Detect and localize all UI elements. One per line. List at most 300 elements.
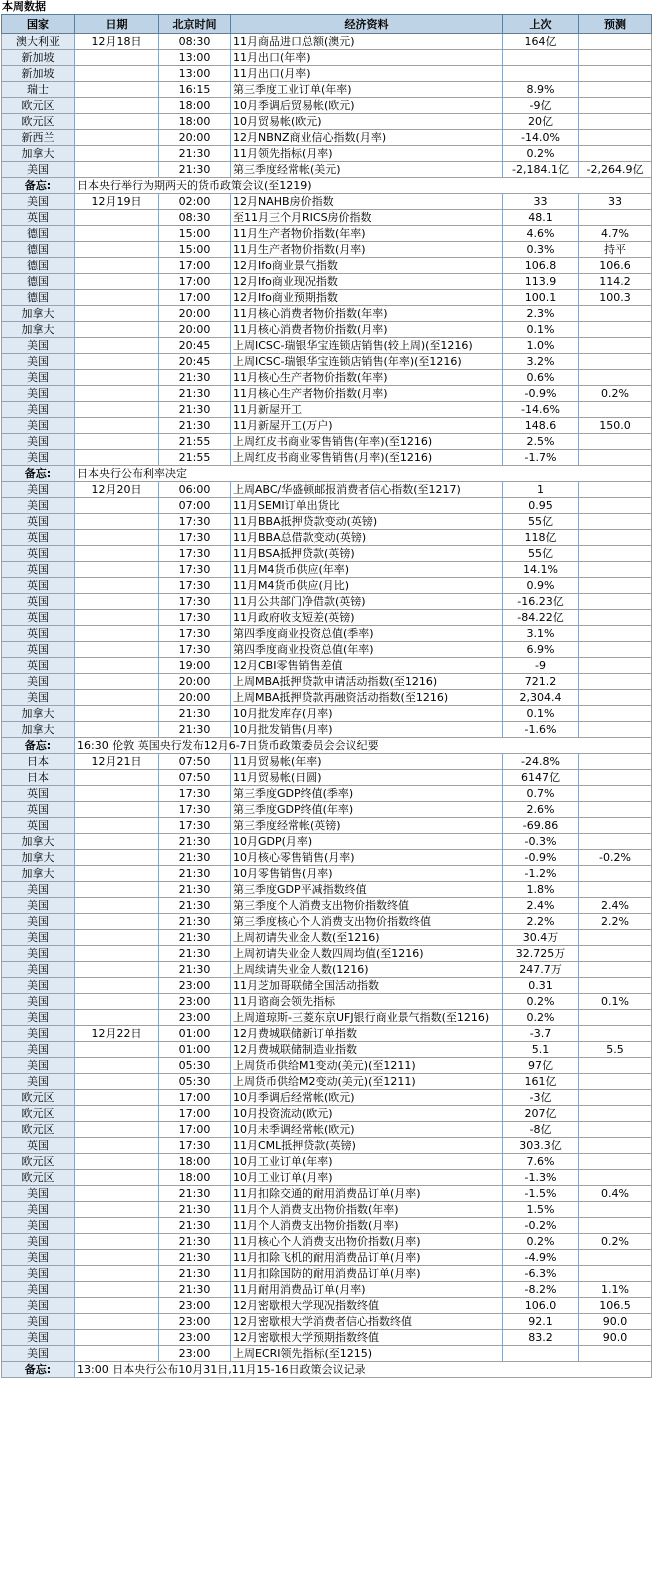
cell-forecast — [579, 754, 652, 770]
cell-item: 10月投资流动(欧元) — [231, 1106, 503, 1122]
cell-country: 英国 — [2, 626, 75, 642]
cell-forecast — [579, 1266, 652, 1282]
cell-date — [75, 1170, 159, 1186]
cell-previous: 33 — [503, 194, 579, 210]
table-row — [2, 658, 652, 674]
table-row — [2, 674, 652, 690]
cell-previous: -1.6% — [503, 722, 579, 738]
cell-date — [75, 594, 159, 610]
cell-time: 07:50 — [159, 754, 231, 770]
table-row — [2, 1058, 652, 1074]
cell-previous: 1.0% — [503, 338, 579, 354]
cell-previous: 148.6 — [503, 418, 579, 434]
cell-item: 12月NBNZ商业信心指数(月率) — [231, 130, 503, 146]
cell-previous: 83.2 — [503, 1330, 579, 1346]
cell-time: 17:30 — [159, 546, 231, 562]
cell-forecast — [579, 882, 652, 898]
cell-forecast — [579, 1106, 652, 1122]
cell-country: 德国 — [2, 274, 75, 290]
cell-previous: 0.95 — [503, 498, 579, 514]
cell-country: 美国 — [2, 434, 75, 450]
cell-country: 美国 — [2, 498, 75, 514]
cell-forecast — [579, 130, 652, 146]
cell-date — [75, 1106, 159, 1122]
cell-item: 11月BSA抵押贷款(英镑) — [231, 546, 503, 562]
cell-item: 第三季度GDP终值(季率) — [231, 786, 503, 802]
cell-previous: -0.9% — [503, 850, 579, 866]
cell-item: 上周ECRI领先指标(至1215) — [231, 1346, 503, 1362]
cell-item: 11月商品进口总额(澳元) — [231, 34, 503, 50]
memo-text: 16:30 伦敦 英国央行发布12月6-7日货币政策委员会会议纪要 — [75, 738, 652, 754]
cell-previous: -0.9% — [503, 386, 579, 402]
cell-country: 美国 — [2, 402, 75, 418]
cell-country: 英国 — [2, 1138, 75, 1154]
cell-item: 第三季度核心个人消费支出物价指数终值 — [231, 914, 503, 930]
cell-item: 10月GDP(月率) — [231, 834, 503, 850]
cell-time: 21:30 — [159, 386, 231, 402]
cell-item: 11月SEMI订单出货比 — [231, 498, 503, 514]
cell-country: 英国 — [2, 818, 75, 834]
cell-item: 12月Ifo商业景气指数 — [231, 258, 503, 274]
cell-time: 23:00 — [159, 1314, 231, 1330]
cell-date — [75, 370, 159, 386]
cell-item: 11月M4货币供应(月比) — [231, 578, 503, 594]
cell-country: 美国 — [2, 946, 75, 962]
table-row — [2, 1202, 652, 1218]
cell-country: 美国 — [2, 962, 75, 978]
cell-forecast — [579, 1250, 652, 1266]
cell-item: 第三季度GDP终值(年率) — [231, 802, 503, 818]
cell-time: 20:00 — [159, 130, 231, 146]
cell-time: 21:30 — [159, 850, 231, 866]
cell-country: 美国 — [2, 690, 75, 706]
table-row — [2, 434, 652, 450]
cell-time: 21:30 — [159, 882, 231, 898]
cell-forecast — [579, 66, 652, 82]
cell-date — [75, 722, 159, 738]
cell-time: 21:30 — [159, 1282, 231, 1298]
cell-date — [75, 962, 159, 978]
cell-date — [75, 1202, 159, 1218]
economic-calendar-table — [1, 14, 652, 1378]
cell-forecast: -2,264.9亿 — [579, 162, 652, 178]
cell-previous: 55亿 — [503, 546, 579, 562]
cell-date — [75, 546, 159, 562]
cell-date: 12月18日 — [75, 34, 159, 50]
table-row — [2, 306, 652, 322]
cell-country: 英国 — [2, 642, 75, 658]
cell-time: 21:30 — [159, 930, 231, 946]
cell-item: 11月谘商会领先指标 — [231, 994, 503, 1010]
table-row — [2, 482, 652, 498]
cell-country: 新加坡 — [2, 50, 75, 66]
cell-item: 第三季度GDP平减指数终值 — [231, 882, 503, 898]
cell-previous: 207亿 — [503, 1106, 579, 1122]
cell-forecast — [579, 338, 652, 354]
cell-date — [75, 706, 159, 722]
table-row — [2, 578, 652, 594]
cell-date — [75, 1138, 159, 1154]
table-row — [2, 1266, 652, 1282]
cell-time: 21:30 — [159, 1186, 231, 1202]
table-row — [2, 258, 652, 274]
cell-time: 23:00 — [159, 1010, 231, 1026]
cell-time: 21:30 — [159, 1266, 231, 1282]
cell-item: 上周道琼斯-三菱东京UFJ银行商业景气指数(至1216) — [231, 1010, 503, 1026]
table-row — [2, 1074, 652, 1090]
cell-time: 21:30 — [159, 1234, 231, 1250]
cell-item: 11月扣除交通的耐用消费品订单(月率) — [231, 1186, 503, 1202]
cell-country: 美国 — [2, 1330, 75, 1346]
cell-time: 13:00 — [159, 50, 231, 66]
cell-previous: -16.23亿 — [503, 594, 579, 610]
cell-item: 12月费城联储新订单指数 — [231, 1026, 503, 1042]
cell-time: 21:30 — [159, 1250, 231, 1266]
cell-forecast: 0.1% — [579, 994, 652, 1010]
cell-previous: 1.5% — [503, 1202, 579, 1218]
cell-forecast: 33 — [579, 194, 652, 210]
cell-country: 加拿大 — [2, 866, 75, 882]
cell-country: 美国 — [2, 994, 75, 1010]
cell-date — [75, 146, 159, 162]
cell-previous: -9亿 — [503, 98, 579, 114]
cell-time: 08:30 — [159, 210, 231, 226]
cell-previous: 0.3% — [503, 242, 579, 258]
cell-time: 17:00 — [159, 274, 231, 290]
table-row — [2, 1106, 652, 1122]
cell-forecast: 114.2 — [579, 274, 652, 290]
cell-item: 12月CBI零售销售差值 — [231, 658, 503, 674]
cell-item: 12月Ifo商业预期指数 — [231, 290, 503, 306]
cell-time: 23:00 — [159, 1298, 231, 1314]
cell-forecast — [579, 306, 652, 322]
cell-item: 12月密歇根大学预期指数终值 — [231, 1330, 503, 1346]
cell-previous: 20亿 — [503, 114, 579, 130]
cell-item: 11月生产者物价指数(月率) — [231, 242, 503, 258]
cell-date — [75, 530, 159, 546]
cell-date — [75, 306, 159, 322]
cell-date — [75, 1282, 159, 1298]
cell-forecast — [579, 690, 652, 706]
cell-date — [75, 610, 159, 626]
cell-forecast — [579, 658, 652, 674]
cell-country: 新加坡 — [2, 66, 75, 82]
cell-country: 瑞士 — [2, 82, 75, 98]
cell-forecast — [579, 834, 652, 850]
cell-previous: 1.8% — [503, 882, 579, 898]
table-row — [2, 338, 652, 354]
cell-previous: -1.7% — [503, 450, 579, 466]
cell-country: 日本 — [2, 754, 75, 770]
table-row — [2, 626, 652, 642]
table-row — [2, 1346, 652, 1362]
cell-time: 17:00 — [159, 1122, 231, 1138]
cell-previous: 106.0 — [503, 1298, 579, 1314]
cell-forecast — [579, 82, 652, 98]
cell-forecast — [579, 770, 652, 786]
cell-time: 23:00 — [159, 994, 231, 1010]
cell-item: 11月CML抵押贷款(英镑) — [231, 1138, 503, 1154]
cell-time: 21:30 — [159, 914, 231, 930]
cell-item: 第三季度工业订单(年率) — [231, 82, 503, 98]
cell-forecast — [579, 34, 652, 50]
table-row — [2, 354, 652, 370]
table-row — [2, 418, 652, 434]
cell-item: 10月批发销售(月率) — [231, 722, 503, 738]
cell-item: 上周初请失业金人数四周均值(至1216) — [231, 946, 503, 962]
cell-time: 15:00 — [159, 226, 231, 242]
cell-item: 11月扣除飞机的耐用消费品订单(月率) — [231, 1250, 503, 1266]
cell-country: 日本 — [2, 770, 75, 786]
cell-item: 11月出口(月率) — [231, 66, 503, 82]
cell-country: 加拿大 — [2, 146, 75, 162]
cell-previous: 97亿 — [503, 1058, 579, 1074]
cell-time: 17:30 — [159, 610, 231, 626]
cell-date — [75, 1234, 159, 1250]
cell-date — [75, 1122, 159, 1138]
cell-time: 21:30 — [159, 402, 231, 418]
cell-forecast — [579, 674, 652, 690]
cell-time: 20:00 — [159, 322, 231, 338]
cell-country: 美国 — [2, 338, 75, 354]
cell-time: 23:00 — [159, 1330, 231, 1346]
table-row — [2, 194, 652, 210]
table-row — [2, 1234, 652, 1250]
cell-item: 上周MBA抵押贷款申请活动指数(至1216) — [231, 674, 503, 690]
cell-time: 07:00 — [159, 498, 231, 514]
cell-time: 17:30 — [159, 562, 231, 578]
cell-date: 12月19日 — [75, 194, 159, 210]
cell-date — [75, 1218, 159, 1234]
cell-country: 加拿大 — [2, 722, 75, 738]
cell-time: 23:00 — [159, 1346, 231, 1362]
cell-forecast: 2.4% — [579, 898, 652, 914]
cell-country: 英国 — [2, 562, 75, 578]
cell-time: 21:55 — [159, 434, 231, 450]
cell-date — [75, 210, 159, 226]
table-row — [2, 1298, 652, 1314]
cell-country: 欧元区 — [2, 1154, 75, 1170]
cell-previous: -24.8% — [503, 754, 579, 770]
cell-previous — [503, 50, 579, 66]
cell-previous: 0.6% — [503, 370, 579, 386]
cell-item: 11月BBA抵押贷款变动(英镑) — [231, 514, 503, 530]
cell-item: 11月贸易帐(年率) — [231, 754, 503, 770]
cell-country: 美国 — [2, 674, 75, 690]
cell-previous: 2.3% — [503, 306, 579, 322]
cell-forecast — [579, 498, 652, 514]
table-header-row — [2, 15, 652, 34]
table-row — [2, 322, 652, 338]
table-row — [2, 1026, 652, 1042]
cell-date — [75, 786, 159, 802]
cell-previous: 7.6% — [503, 1154, 579, 1170]
cell-date — [75, 114, 159, 130]
cell-item: 上周货币供给M2变动(美元)(至1211) — [231, 1074, 503, 1090]
cell-country: 英国 — [2, 546, 75, 562]
cell-item: 上周ICSC-瑞银华宝连锁店销售(较上周)(至1216) — [231, 338, 503, 354]
cell-forecast — [579, 978, 652, 994]
cell-item: 上周红皮书商业零售销售(年率)(至1216) — [231, 434, 503, 450]
cell-previous: -2,184.1亿 — [503, 162, 579, 178]
cell-country: 美国 — [2, 1266, 75, 1282]
cell-forecast — [579, 514, 652, 530]
table-row — [2, 66, 652, 82]
table-row — [2, 450, 652, 466]
cell-country: 加拿大 — [2, 322, 75, 338]
cell-item: 11月贸易帐(日圆) — [231, 770, 503, 786]
cell-forecast — [579, 98, 652, 114]
cell-country: 美国 — [2, 1026, 75, 1042]
cell-item: 11月核心消费者物价指数(年率) — [231, 306, 503, 322]
cell-previous: 0.1% — [503, 706, 579, 722]
cell-country: 美国 — [2, 354, 75, 370]
cell-country: 新西兰 — [2, 130, 75, 146]
cell-time: 17:00 — [159, 1090, 231, 1106]
table-row — [2, 594, 652, 610]
cell-previous: 303.3亿 — [503, 1138, 579, 1154]
cell-previous: 3.2% — [503, 354, 579, 370]
cell-country: 欧元区 — [2, 1122, 75, 1138]
cell-previous: -3.7 — [503, 1026, 579, 1042]
table-row — [2, 402, 652, 418]
cell-date — [75, 1154, 159, 1170]
cell-previous: -14.0% — [503, 130, 579, 146]
cell-date — [75, 834, 159, 850]
cell-date — [75, 850, 159, 866]
cell-date: 12月21日 — [75, 754, 159, 770]
cell-time: 18:00 — [159, 1154, 231, 1170]
cell-country: 美国 — [2, 450, 75, 466]
cell-item: 上周ICSC-瑞银华宝连锁店销售(年率)(至1216) — [231, 354, 503, 370]
table-row — [2, 946, 652, 962]
cell-previous: 106.8 — [503, 258, 579, 274]
cell-previous: 0.2% — [503, 1010, 579, 1026]
cell-time: 21:30 — [159, 370, 231, 386]
cell-previous: 161亿 — [503, 1074, 579, 1090]
cell-time: 21:30 — [159, 706, 231, 722]
cell-country: 欧元区 — [2, 1170, 75, 1186]
memo-label: 备忘: — [2, 178, 75, 194]
cell-item: 11月核心生产者物价指数(月率) — [231, 386, 503, 402]
cell-previous: 0.2% — [503, 146, 579, 162]
cell-item: 11月政府收支短差(英镑) — [231, 610, 503, 626]
cell-time: 21:30 — [159, 866, 231, 882]
cell-forecast: 100.3 — [579, 290, 652, 306]
table-row — [2, 754, 652, 770]
cell-item: 11月耐用消费品订单(月率) — [231, 1282, 503, 1298]
cell-forecast: 0.4% — [579, 1186, 652, 1202]
cell-item: 11月新屋开工(万户) — [231, 418, 503, 434]
memo-row — [2, 466, 652, 482]
table-row — [2, 1154, 652, 1170]
table-row — [2, 1138, 652, 1154]
cell-country: 英国 — [2, 610, 75, 626]
cell-date — [75, 578, 159, 594]
table-row — [2, 130, 652, 146]
cell-forecast — [579, 1138, 652, 1154]
cell-time: 17:30 — [159, 530, 231, 546]
cell-date — [75, 818, 159, 834]
table-row — [2, 642, 652, 658]
cell-time: 17:00 — [159, 1106, 231, 1122]
cell-time: 17:30 — [159, 1138, 231, 1154]
cell-previous: 0.31 — [503, 978, 579, 994]
cell-item: 10月季调后经常帐(欧元) — [231, 1090, 503, 1106]
cell-country: 美国 — [2, 1282, 75, 1298]
cell-item: 第三季度经常帐(英镑) — [231, 818, 503, 834]
cell-previous: -0.2% — [503, 1218, 579, 1234]
cell-country: 美国 — [2, 1010, 75, 1026]
cell-item: 10月核心零售销售(月率) — [231, 850, 503, 866]
table-row — [2, 98, 652, 114]
cell-item: 第四季度商业投资总值(年率) — [231, 642, 503, 658]
cell-item: 11月核心消费者物价指数(月率) — [231, 322, 503, 338]
cell-date — [75, 626, 159, 642]
cell-item: 11月新屋开工 — [231, 402, 503, 418]
cell-item: 11月公共部门净借款(英镑) — [231, 594, 503, 610]
table-row — [2, 962, 652, 978]
cell-time: 17:30 — [159, 642, 231, 658]
cell-country: 英国 — [2, 530, 75, 546]
cell-item: 12月NAHB房价指数 — [231, 194, 503, 210]
cell-time: 17:30 — [159, 514, 231, 530]
table-row — [2, 114, 652, 130]
memo-text: 日本央行公布利率决定 — [75, 466, 652, 482]
cell-date — [75, 514, 159, 530]
cell-forecast — [579, 210, 652, 226]
cell-previous: -4.9% — [503, 1250, 579, 1266]
cell-time: 06:00 — [159, 482, 231, 498]
cell-item: 10月批发库存(月率) — [231, 706, 503, 722]
cell-forecast — [579, 594, 652, 610]
cell-previous: 92.1 — [503, 1314, 579, 1330]
cell-date — [75, 866, 159, 882]
cell-item: 上周MBA抵押贷款再融资活动指数(至1216) — [231, 690, 503, 706]
table-row — [2, 546, 652, 562]
cell-item: 10月工业订单(月率) — [231, 1170, 503, 1186]
cell-country: 美国 — [2, 1234, 75, 1250]
cell-date — [75, 898, 159, 914]
table-row — [2, 1186, 652, 1202]
cell-forecast — [579, 946, 652, 962]
cell-forecast — [579, 1218, 652, 1234]
cell-forecast — [579, 482, 652, 498]
cell-date — [75, 386, 159, 402]
cell-country: 美国 — [2, 1298, 75, 1314]
cell-date — [75, 354, 159, 370]
memo-row — [2, 178, 652, 194]
cell-item: 上周货币供给M1变动(美元)(至1211) — [231, 1058, 503, 1074]
cell-time: 18:00 — [159, 98, 231, 114]
cell-country: 美国 — [2, 386, 75, 402]
cell-country: 德国 — [2, 242, 75, 258]
cell-time: 21:55 — [159, 450, 231, 466]
cell-time: 19:00 — [159, 658, 231, 674]
cell-forecast — [579, 322, 652, 338]
cell-previous: 0.7% — [503, 786, 579, 802]
cell-country: 澳大利亚 — [2, 34, 75, 50]
cell-item: 上周续请失业金人数(1216) — [231, 962, 503, 978]
cell-date — [75, 930, 159, 946]
cell-previous: 118亿 — [503, 530, 579, 546]
cell-previous: -84.22亿 — [503, 610, 579, 626]
table-row — [2, 882, 652, 898]
cell-date — [75, 946, 159, 962]
cell-time: 17:30 — [159, 626, 231, 642]
cell-previous: 32.725万 — [503, 946, 579, 962]
cell-date — [75, 1250, 159, 1266]
